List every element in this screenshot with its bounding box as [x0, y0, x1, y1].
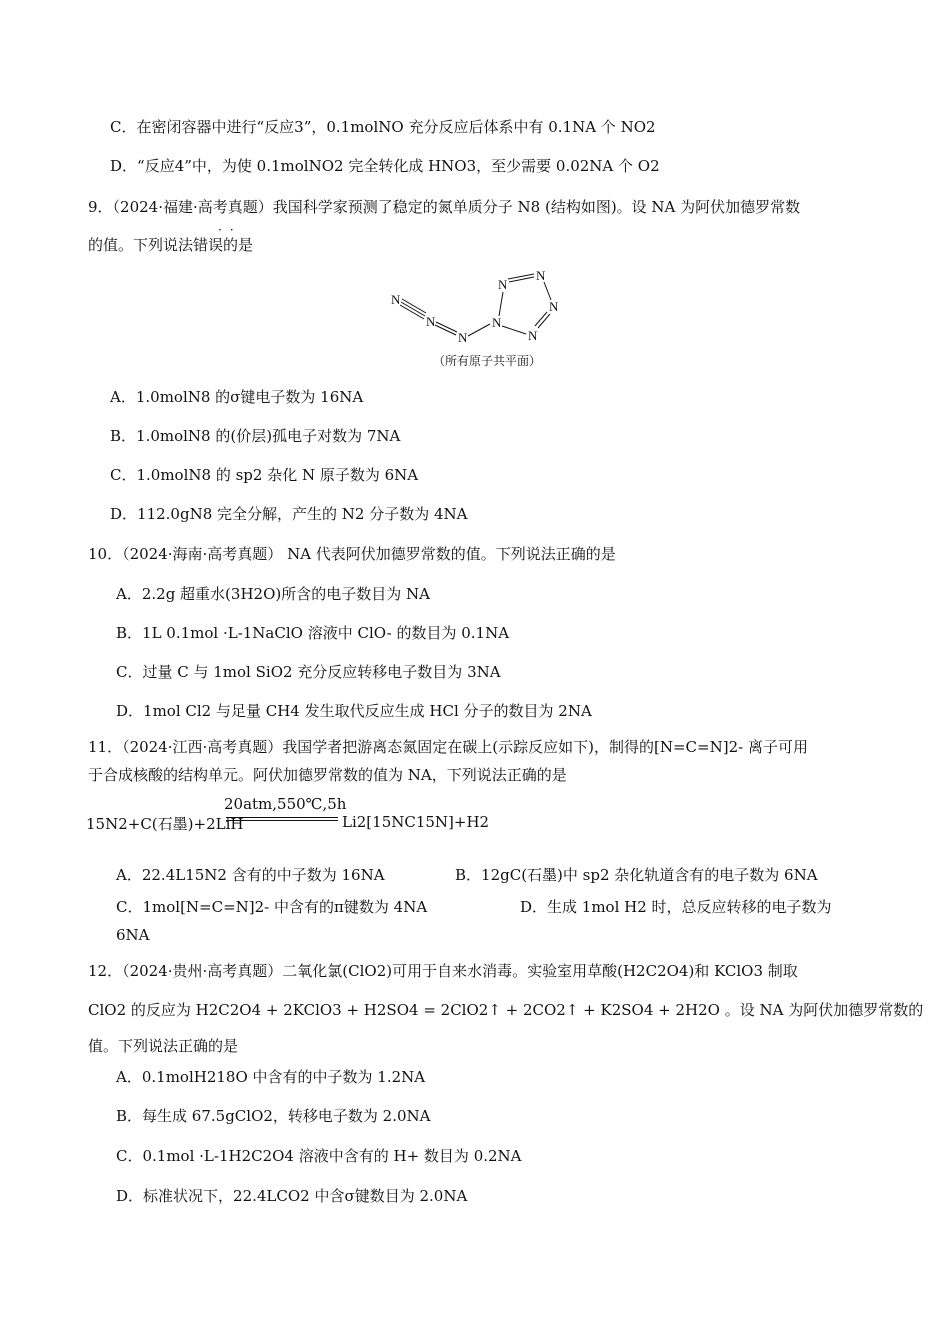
q10-option-a: A．2.2g 超重水(3H2O)所含的电子数目为 NA	[116, 585, 430, 603]
atom-n2: N	[426, 314, 436, 329]
q10-option-d: D．1mol Cl2 与足量 CH4 发生取代反应生成 HCl 分子的数目为 2NA	[116, 702, 592, 720]
q9-stem-line2: 的值。下列说法错误的是	[88, 236, 254, 254]
q11-reaction-equation	[86, 795, 490, 845]
q11-stem-line2: 于合成核酸的结构单元。阿伏加德罗常数的值为 NA，下列说法正确的是	[88, 766, 567, 784]
reaction-conditions: 20atm,550℃,5h	[224, 795, 347, 813]
emphasis-dots: ··	[218, 223, 242, 237]
atom-n8: N	[528, 328, 538, 343]
q12-option-d: D．标准状况下，22.4LCO2 中含σ键数目为 2.0NA	[116, 1187, 468, 1205]
q9-option-d: D．112.0gN8 完全分解，产生的 N2 分子数为 4NA	[110, 505, 468, 523]
q8-option-d: D．“反应4”中，为使 0.1molNO2 完全转化成 HNO3，至少需要 0.02NA 个 O2	[110, 157, 660, 175]
q12-option-b: B．每生成 67.5gClO2，转移电子数为 2.0NA	[116, 1107, 431, 1125]
products: Li2[15NC15N]+H2	[342, 813, 490, 831]
q10-option-c: C．过量 C 与 1mol SiO2 充分反应转移电子数目为 3NA	[116, 663, 501, 681]
q11-option-c: C．1mol[N=C=N]2- 中含有的π键数为 4NA	[116, 898, 428, 916]
q11-stem-line1: 11．（2024·江西·高考真题）我国学者把游离态氮固定在碳上(示踪反应如下)，制得的[N=C=N]2- 离子可用	[88, 738, 808, 756]
atom-n5: N	[498, 277, 508, 292]
q10-stem: 10．（2024·海南·高考真题） NA 代表阿伏加德罗常数的值。下列说法正确的是	[88, 545, 616, 563]
q12-stem-line3: 值。下列说法正确的是	[88, 1037, 239, 1055]
q11-option-d-cont: 6NA	[116, 926, 150, 944]
atom-n4: N	[492, 315, 502, 330]
structure-caption: （所有原子共平面）	[433, 354, 542, 368]
q9-option-b: B．1.0molN8 的(价层)孤电子对数为 7NA	[110, 427, 401, 445]
atom-n7: N	[549, 299, 559, 314]
q11-option-b: B．12gC(石墨)中 sp2 杂化轨道含有的电子数为 6NA	[455, 866, 818, 884]
q12-stem-line2: ClO2 的反应为 H2C2O4 + 2KClO3 + H2SO4 = 2ClO2↑ + 2CO2↑ + K2SO4 + 2H2O 。设 NA 为阿伏加德罗常数的	[88, 1001, 924, 1019]
reactants: 15N2+C(石墨)+2LiH	[86, 815, 244, 833]
q11-option-d: D．生成 1mol H2 时，总反应转移的电子数为	[520, 898, 832, 916]
atom-n6: N	[536, 268, 546, 283]
q9-option-c: C．1.0molN8 的 sp2 杂化 N 原子数为 6NA	[110, 466, 419, 484]
q9-option-a: A．1.0molN8 的σ键电子数为 16NA	[110, 388, 364, 406]
q12-option-c: C．0.1mol ·L-1H2C2O4 溶液中含有的 H+ 数目为 0.2NA	[116, 1147, 522, 1165]
q10-option-b: B．1L 0.1mol ·L-1NaClO 溶液中 ClO- 的数目为 0.1NA	[116, 624, 510, 642]
n8-structure-diagram	[386, 264, 576, 354]
atom-n3: N	[458, 330, 468, 345]
q9-stem-line1: 9．（2024·福建·高考真题）我国科学家预测了稳定的氮单质分子 N8 (结构如图)。设 NA 为阿伏加德罗常数	[88, 198, 801, 216]
q12-option-a: A．0.1molH218O 中含有的中子数为 1.2NA	[116, 1068, 426, 1086]
q8-option-c: C．在密闭容器中进行“反应3”，0.1molNO 充分反应后体系中有 0.1NA 个 NO2	[110, 118, 656, 136]
atom-n1: N	[391, 292, 401, 307]
q12-stem-line1: 12．（2024·贵州·高考真题）二氧化氯(ClO2)可用于自来水消毒。实验室用草酸(H2C2O4)和 KClO3 制取	[88, 962, 798, 980]
q11-option-a: A．22.4L15N2 含有的中子数为 16NA	[116, 866, 385, 884]
